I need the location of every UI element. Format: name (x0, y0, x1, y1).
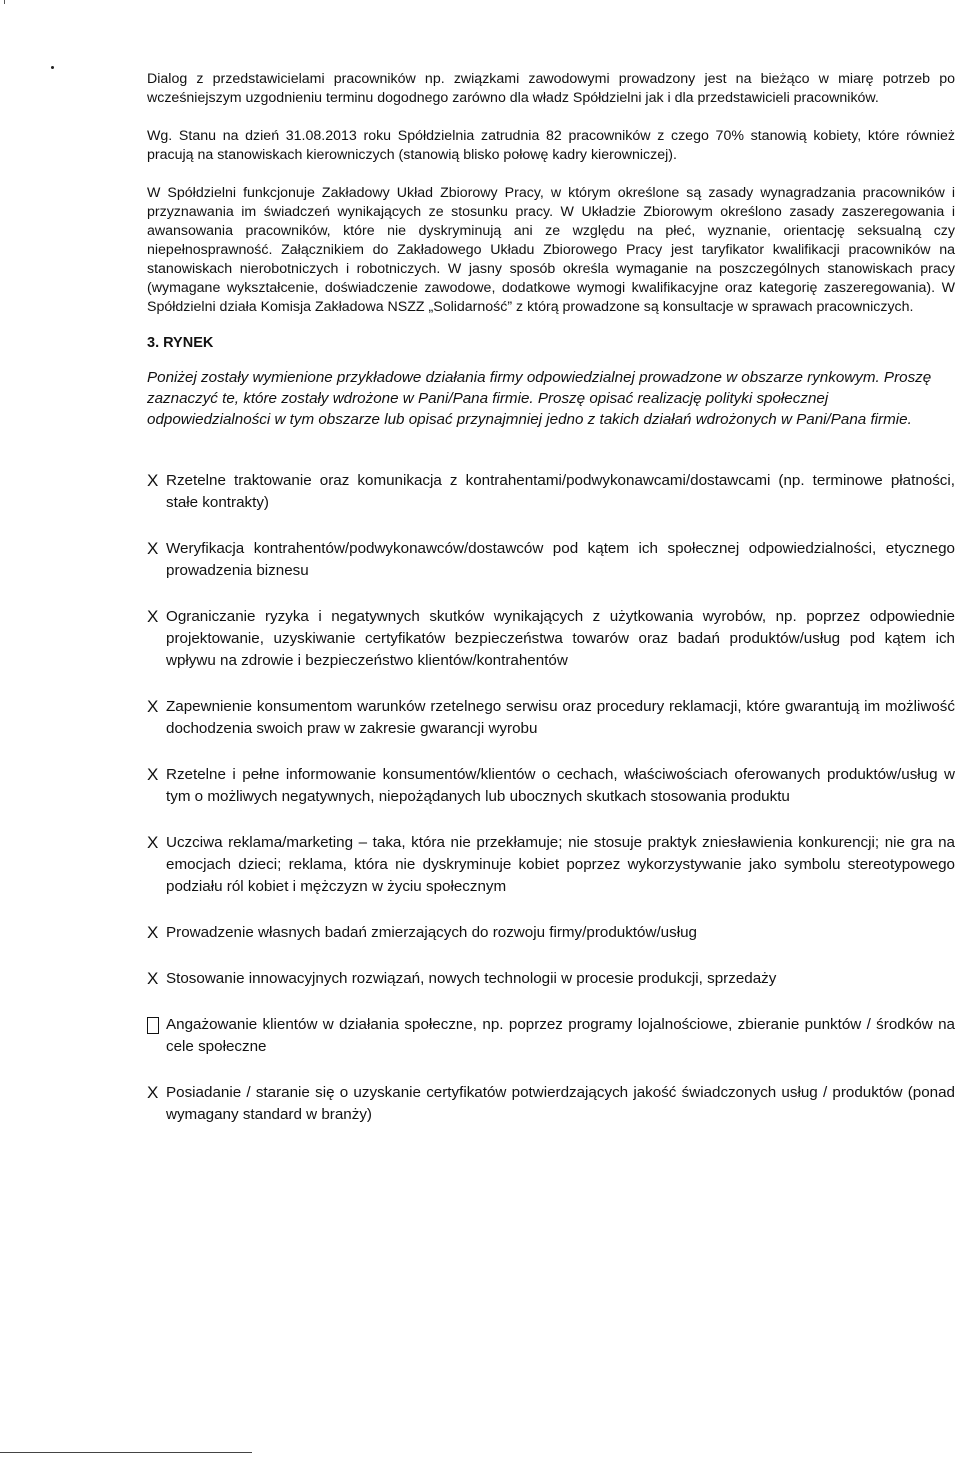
checklist-item-text: Weryfikacja kontrahentów/podwykonawców/dostawców pod kątem ich społecznej odpowiedzialności, etycznego prowadzenia biznesu (166, 540, 955, 579)
document-body (147, 70, 955, 1150)
checklist-item (147, 832, 955, 898)
checkbox-mark: X (147, 969, 159, 988)
footer-rule (0, 1452, 252, 1453)
checkbox-mark: X (147, 607, 159, 626)
checklist-item-text: Ograniczanie ryzyka i negatywnych skutków wynikających z użytkowania wyrobów, np. poprzez odpowiednie projektowanie, uzyskiwanie certyfikatów bezpieczeństwa towarów oraz badań produktów/usług pod kątem ich wpływu na zdrowie i bezpieczeństwo klientów/kontrahentów (166, 608, 955, 669)
checklist-item (147, 606, 955, 672)
checklist-item-text: Stosowanie innowacyjnych rozwiązań, nowych technologii w procesie produkcji, sprzedaży (166, 970, 777, 987)
scan-corner-mark (4, 0, 5, 4)
scan-dot (51, 66, 54, 69)
checklist-item (147, 922, 955, 944)
checkbox-mark: X (147, 923, 159, 942)
empty-checkbox-square (147, 1017, 159, 1034)
section-heading: 3. RYNEK (147, 335, 214, 351)
checklist-item-text: Uczciwa reklama/marketing – taka, która nie przekłamuje; nie stosuje praktyk zniesławienia konkurencji; nie gra na emocjach dzieci; reklama, która nie dyskryminuje kobiet poprzez wykorzystywanie jako symbolu stereotypowego podziału ról kobiet i mężczyzn w życiu społecznym (166, 834, 955, 895)
paragraph-dialog: Dialog z przedstawicielami pracowników np. związkami zawodowymi prowadzony jest na bieżąco w miarę potrzeb po wcześniejszym uzgodnieniu terminu dogodnego zarówno dla władz Spółdzielni jak i dla przedstawicieli pracowników. (147, 71, 955, 106)
checklist-item-text: Posiadanie / staranie się o uzyskanie certyfikatów potwierdzających jakość świadczonych usług / produktów (ponad wymagany standard w branży) (166, 1084, 955, 1123)
checklist-item (147, 538, 955, 582)
checkbox-mark: X (147, 471, 159, 490)
checklist-item-text: Rzetelne traktowanie oraz komunikacja z kontrahentami/podwykonawcami/dostawcami (np. terminowe płatności, stałe kontrakty) (166, 472, 955, 511)
paragraph-employment: Wg. Stanu na dzień 31.08.2013 roku Spółdzielnia zatrudnia 82 pracowników z czego 70% stanowią kobiety, które również pracują na stanowiskach kierowniczych (stanowią blisko połowę kadry kierowniczej). (147, 128, 955, 163)
checklist-item (147, 470, 955, 514)
checkbox-mark: X (147, 765, 159, 784)
checkbox-mark: X (147, 697, 159, 716)
checklist-item (147, 696, 955, 740)
empty-checkbox (147, 1014, 166, 1040)
checklist-item (147, 1014, 955, 1058)
paragraph-collective-agreement: W Spółdzielni funkcjonuje Zakładowy Układ Zbiorowy Pracy, w którym określone są zasady wynagradzania pracowników i przyznawania im świadczeń wynikających ze stosunku pracy. W Układzie Zbiorowym określono zasady zaszeregowania i awansowania pracowników, które nie dyskryminują ani ze względu na płeć, wyznanie, orientację seksualną czy niepełnosprawność. Załącznikiem do Zakładowego Układu Zbiorowego Pracy jest taryfikator kwalifikacji pracowników na stanowiskach nierobotniczych i robotniczych. W jasny sposób określa wymaganie na poszczególnych stanowiskach pracy (wymagane wykształcenie, doświadczenie zawodowe, dodatkowe wymogi kwalifikacyjne oraz kategorię zaszeregowania). W Spółdzielni działa Komisja Zakładowa NSZZ „Solidarność” z którą prowadzone są konsultacje w sprawach pracowniczych. (147, 185, 955, 315)
checklist-item-text: Zapewnienie konsumentom warunków rzetelnego serwisu oraz procedury reklamacji, które gwarantują im możliwość dochodzenia swoich praw w zakresie gwarancji wyrobu (166, 698, 955, 737)
checklist-item-text: Angażowanie klientów w działania społeczne, np. poprzez programy lojalnościowe, zbieranie punktów / środków na cele społeczne (166, 1016, 955, 1055)
checkbox-mark: X (147, 833, 159, 852)
checklist-item (147, 968, 955, 990)
checklist-item-text: Rzetelne i pełne informowanie konsumentów/klientów o cechach, właściwościach oferowanych produktów/usług w tym o możliwych negatywnych, niepożądanych lub ubocznych skutkach stosowania produktu (166, 766, 955, 805)
checklist-item (147, 764, 955, 808)
checkbox-mark: X (147, 539, 159, 558)
checklist-item-text: Prowadzenie własnych badań zmierzających do rozwoju firmy/produktów/usług (166, 924, 697, 941)
checklist-item (147, 1082, 955, 1126)
checkbox-mark: X (147, 1083, 159, 1102)
section-intro: Poniżej zostały wymienione przykładowe działania firmy odpowiedzialnej prowadzone w obszarze rynkowym. Proszę zaznaczyć te, które zostały wdrożone w Pani/Pana firmie. Proszę opisać realizację polityki społecznej odpowiedzialności w tym obszarze lub opisać przynajmniej jedno z takich działań wdrożonych w Pani/Pana firmie. (147, 369, 932, 428)
